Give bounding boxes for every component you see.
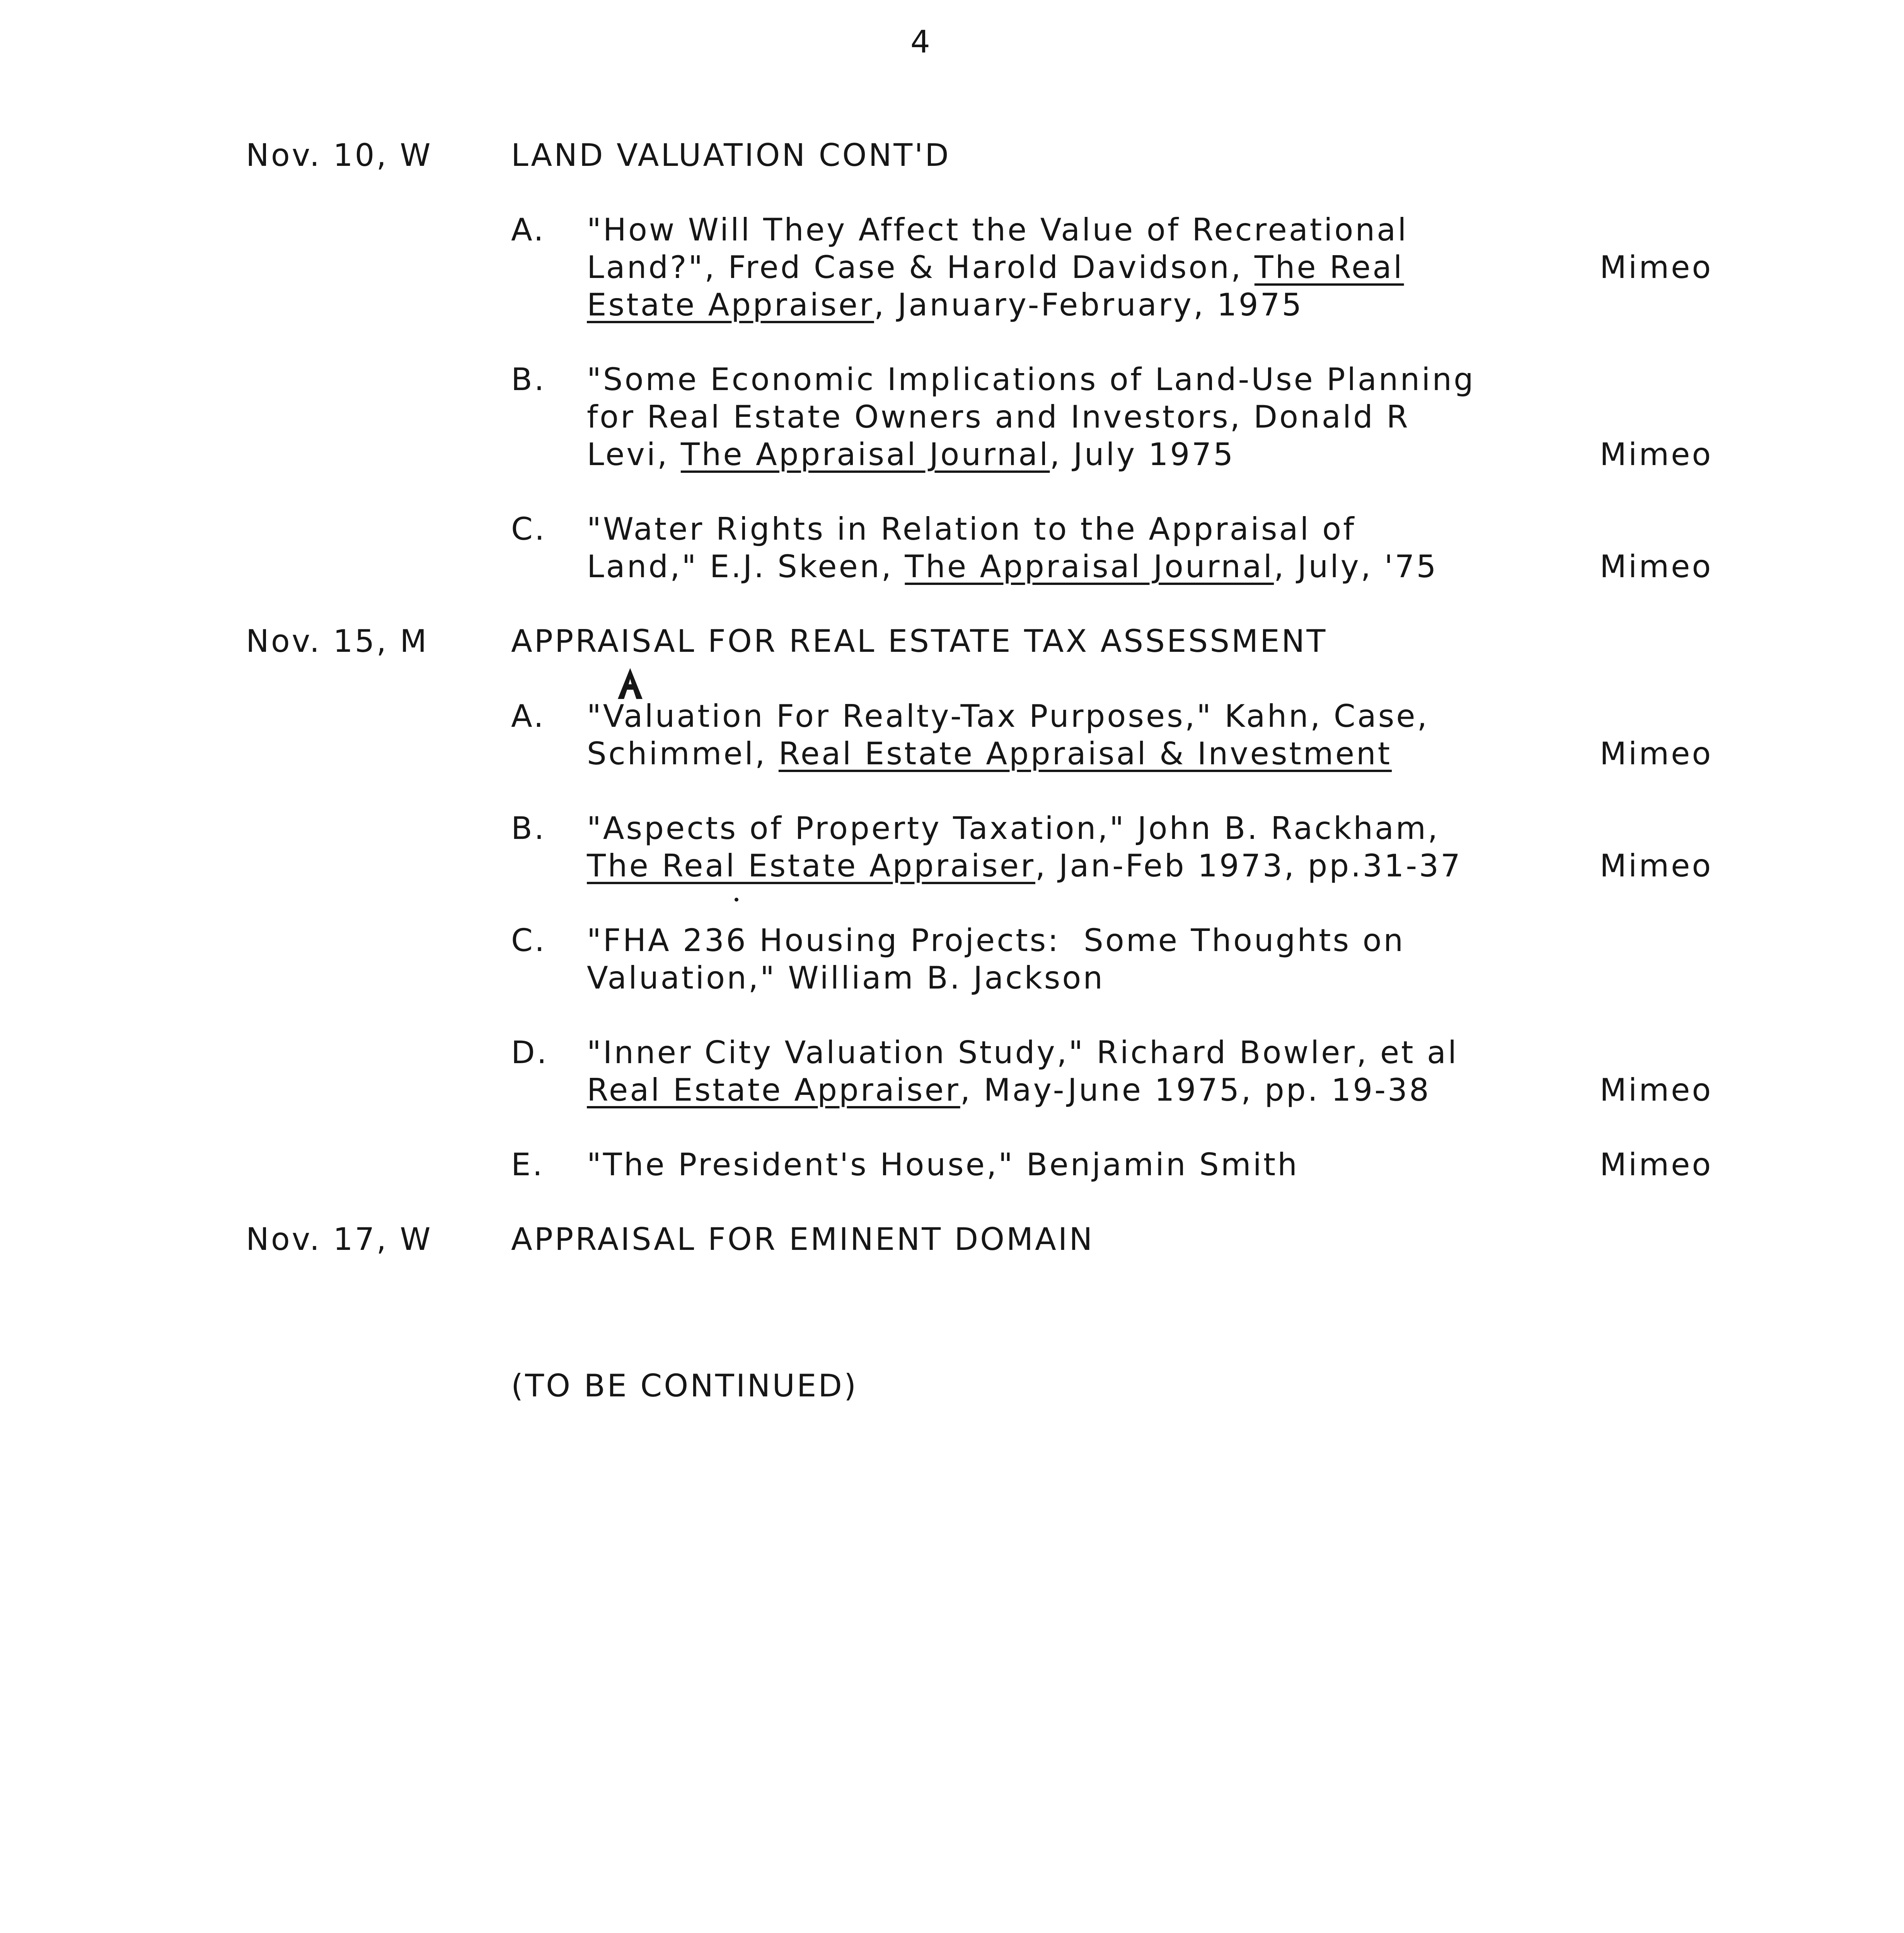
line-text: "How Will They Affect the Value of Recreational bbox=[587, 212, 1408, 248]
closing-note: (TO BE CONTINUED) bbox=[511, 1368, 858, 1404]
publication-title: The Real bbox=[1254, 249, 1404, 285]
line-text: "Some Economic Implications of Land-Use Planning bbox=[587, 361, 1475, 397]
item-line bbox=[587, 399, 1410, 435]
line-text: "The President's House," Benjamin Smith bbox=[587, 1147, 1299, 1183]
page-number: 4 bbox=[910, 24, 932, 60]
line-text: "Aspects of Property Taxation," John B. Rackham, bbox=[587, 810, 1440, 846]
line-text: Schimmel, bbox=[587, 736, 779, 772]
item-line bbox=[587, 1147, 1299, 1183]
item-note: Mimeo bbox=[1600, 736, 1713, 772]
publication-title: The Appraisal Journal bbox=[680, 436, 1050, 472]
line-text: for Real Estate Owners and Investors, Donald R bbox=[587, 399, 1410, 435]
ink-dot bbox=[735, 898, 738, 902]
publication-title: The Appraisal Journal bbox=[905, 549, 1274, 585]
section-heading: LAND VALUATION CONT'D bbox=[511, 137, 951, 173]
section-heading: APPRAISAL FOR REAL ESTATE TAX ASSESSMENT bbox=[511, 623, 1328, 659]
item-line bbox=[587, 549, 1438, 585]
line-text: , July 1975 bbox=[1050, 436, 1235, 472]
section-heading: APPRAISAL FOR EMINENT DOMAIN bbox=[511, 1221, 1094, 1257]
item-line bbox=[587, 1035, 1458, 1070]
item-letter: D. bbox=[511, 1035, 549, 1070]
line-text: "FHA 236 Housing Projects: Some Thoughts on bbox=[587, 922, 1405, 958]
item-line bbox=[587, 249, 1404, 285]
item-letter: A. bbox=[511, 212, 545, 248]
item-line bbox=[587, 960, 1105, 996]
item-note: Mimeo bbox=[1600, 436, 1713, 472]
line-text: Levi, bbox=[587, 436, 681, 472]
publication-title: The Real Estate Appraiser bbox=[587, 848, 1035, 884]
item-letter: B. bbox=[511, 810, 546, 846]
item-letter: C. bbox=[511, 922, 547, 958]
line-text: Land?", Fred Case & Harold Davidson, bbox=[587, 249, 1255, 285]
line-text: "Valuation For Realty-Tax Purposes," Kahn, Case, bbox=[587, 698, 1429, 734]
line-text: Valuation," William B. Jackson bbox=[587, 960, 1105, 996]
item-line bbox=[587, 436, 1235, 472]
line-text: Land," E.J. Skeen, bbox=[587, 549, 905, 585]
line-text: , Jan-Feb 1973, pp.31-37 bbox=[1035, 848, 1462, 884]
item-note: Mimeo bbox=[1600, 549, 1713, 585]
line-text: "Water Rights in Relation to the Appraisal of bbox=[587, 511, 1356, 547]
section-date: Nov. 15, M bbox=[246, 623, 429, 659]
item-letter: B. bbox=[511, 361, 546, 397]
item-line bbox=[587, 212, 1408, 248]
item-note: Mimeo bbox=[1600, 1072, 1713, 1108]
item-note: Mimeo bbox=[1600, 249, 1713, 285]
item-note: Mimeo bbox=[1600, 848, 1713, 884]
item-letter: A. bbox=[511, 698, 545, 734]
item-line bbox=[587, 736, 1392, 772]
section-date: Nov. 17, W bbox=[246, 1221, 433, 1257]
publication-title: Estate Appraiser bbox=[587, 287, 874, 323]
line-text: , May-June 1975, pp. 19-38 bbox=[960, 1072, 1431, 1108]
line-text: , July, '75 bbox=[1274, 549, 1438, 585]
handwritten-a-mark bbox=[615, 666, 646, 701]
item-line bbox=[587, 287, 1303, 323]
item-line bbox=[587, 1072, 1431, 1108]
publication-title: Real Estate Appraisal & Investment bbox=[778, 736, 1392, 772]
publication-title: Real Estate Appraiser bbox=[587, 1072, 960, 1108]
item-line bbox=[587, 511, 1356, 547]
item-line bbox=[587, 848, 1462, 884]
item-letter: C. bbox=[511, 511, 547, 547]
item-note: Mimeo bbox=[1600, 1147, 1713, 1183]
item-letter: E. bbox=[511, 1147, 544, 1183]
item-line bbox=[587, 810, 1439, 846]
item-line bbox=[587, 698, 1429, 734]
line-text: , January-February, 1975 bbox=[874, 287, 1304, 323]
item-line bbox=[587, 361, 1475, 397]
item-line bbox=[587, 922, 1405, 958]
line-text: "Inner City Valuation Study," Richard Bowler, et al bbox=[587, 1035, 1459, 1070]
section-date: Nov. 10, W bbox=[246, 137, 433, 173]
